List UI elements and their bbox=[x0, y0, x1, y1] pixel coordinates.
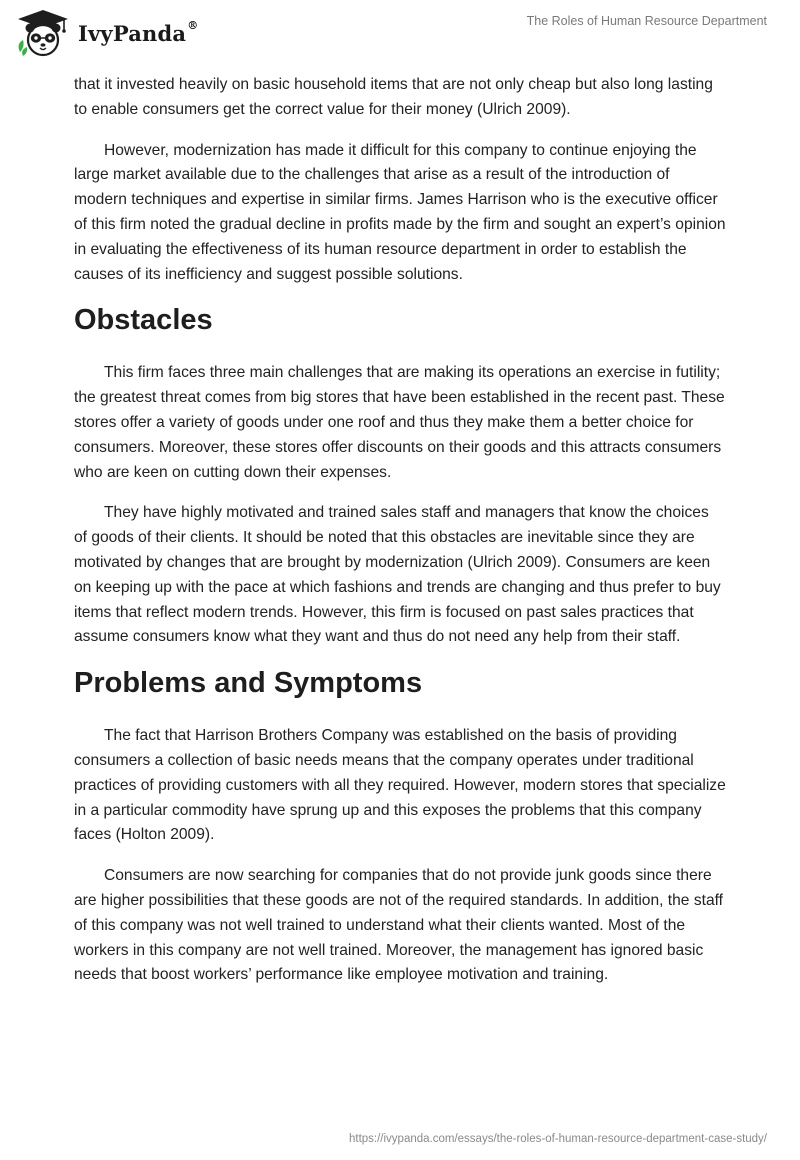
paragraph-1: that it invested heavily on basic household items that are not only cheap but also long lasting to enable consumers get the correct value for their money (Ulrich 2009). bbox=[74, 76, 713, 118]
registered-mark: ® bbox=[187, 18, 199, 32]
paragraph-4: They have highly motivated and trained sales staff and managers that know the choices of goods of their clients. It should be noted that this obstacles are inevitable since they are motivated by changes that are brought by modernization (Ulrich 2009). Consumers are keen on keeping up with the pace at which fashions and trends are changing and thus prefer to buy items that reflect modern trends. However, this firm is focused on past sales practices that assume consumers know what they want and thus do not need any help from their staff. bbox=[74, 504, 721, 646]
paragraph-5: The fact that Harrison Brothers Company was established on the basis of providing consumers a collection of basic needs means that the company operates under traditional practices of providing customers with all they required. However, modern stores that specialize in a particular commodity have sprung up and this exposes the problems that this company faces (Holton 2009). bbox=[74, 727, 726, 844]
paragraph-6: Consumers are now searching for companies that do not provide junk goods since there are higher possibilities that these goods are not of the required standards. In addition, the staff of this company was not well trained to understand what their clients wanted. Most of the workers in this company are not well trained. Moreover, the management has ignored basic needs that boost workers’ performance like employee motivation and training. bbox=[74, 867, 723, 984]
footer-url-link[interactable]: https://ivypanda.com/essays/the-roles-of-human-resource-department-case-study/ bbox=[348, 1133, 767, 1145]
essay-body bbox=[74, 73, 726, 1004]
brand-name: IvyPanda® bbox=[78, 18, 199, 46]
paragraph-3: This firm faces three main challenges that are making its operations an exercise in futility; the greatest threat comes from big stores that have been established in the recent past. These stores offer a variety of goods under one roof and thus they make them a better choice for consumers. Moreover, these stores offer discounts on their goods and this attracts consumers who are keen on cutting down their expenses. bbox=[74, 364, 725, 481]
panda-mascot-icon bbox=[14, 8, 72, 58]
ivypanda-logo[interactable] bbox=[14, 8, 198, 58]
paragraph-2: However, modernization has made it difficult for this company to continue enjoying the large market available due to the challenges that arise as a result of the introduction of modern techniques and expertise in similar firms. James Harrison who is the executive officer of this firm noted the gradual decline in profits made by the firm and sought an expert’s opinion in evaluating the effectiveness of its human resource department in order to establish the causes of its inefficiency and suggest possible solutions. bbox=[74, 141, 726, 283]
document-title: The Roles of Human Resource Department bbox=[526, 14, 767, 28]
heading-problems-and-symptoms: Problems and Symptoms bbox=[74, 667, 423, 700]
page-header bbox=[0, 0, 800, 70]
heading-obstacles: Obstacles bbox=[74, 304, 213, 337]
